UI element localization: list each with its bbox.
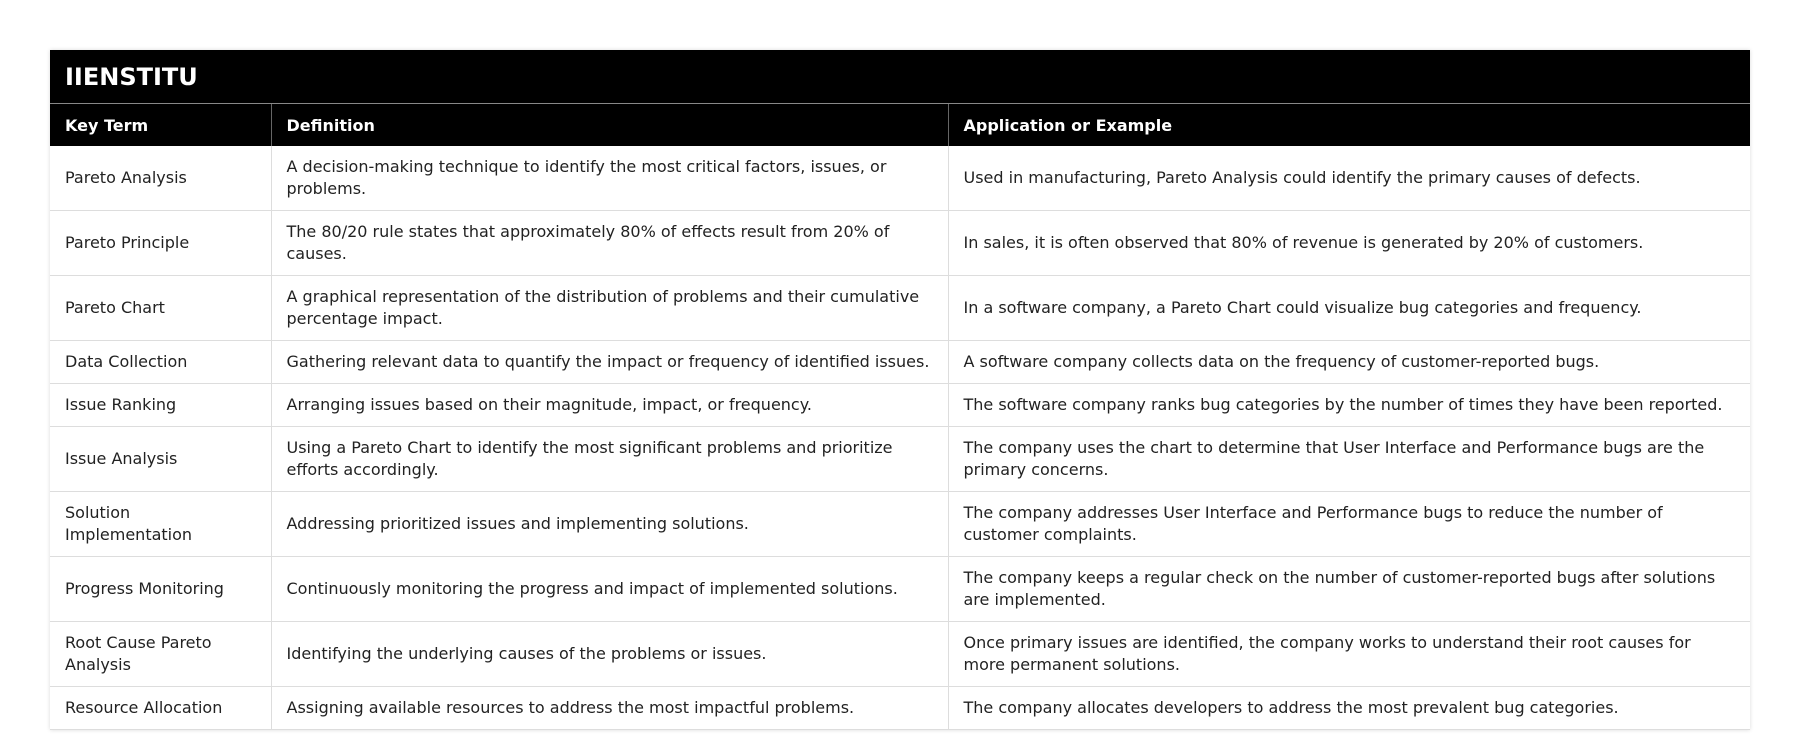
cell-example: Once primary issues are identified, the company works to understand their root causes for more permanent solutions. [948,622,1750,687]
cell-example: The software company ranks bug categories by the number of times they have been reported. [948,384,1750,427]
table-row [50,622,1750,687]
cell-term: Issue Analysis [50,427,271,492]
cell-term: Pareto Chart [50,276,271,341]
cell-definition: Using a Pareto Chart to identify the most significant problems and prioritize efforts accordingly. [271,427,948,492]
cell-definition: Assigning available resources to address the most impactful problems. [271,687,948,730]
table-row [50,687,1750,730]
cell-definition: Continuously monitoring the progress and impact of implemented solutions. [271,557,948,622]
table-row [50,384,1750,427]
cell-example: The company allocates developers to address the most prevalent bug categories. [948,687,1750,730]
cell-example: In a software company, a Pareto Chart could visualize bug categories and frequency. [948,276,1750,341]
cell-definition: A graphical representation of the distribution of problems and their cumulative percentage impact. [271,276,948,341]
glossary-table-container [50,50,1750,730]
table-row [50,211,1750,276]
header-application: Application or Example [948,104,1750,146]
cell-definition: A decision-making technique to identify the most critical factors, issues, or problems. [271,146,948,211]
table-title: IIENSTITU [50,50,1750,104]
cell-example: A software company collects data on the frequency of customer-reported bugs. [948,341,1750,384]
header-key-term: Key Term [50,104,271,146]
cell-term: Issue Ranking [50,384,271,427]
cell-example: The company addresses User Interface and Performance bugs to reduce the number of customer complaints. [948,492,1750,557]
table-row [50,276,1750,341]
cell-definition: Identifying the underlying causes of the problems or issues. [271,622,948,687]
cell-example: The company keeps a regular check on the number of customer-reported bugs after solutions are implemented. [948,557,1750,622]
cell-term: Progress Monitoring [50,557,271,622]
table-row [50,146,1750,211]
cell-definition: The 80/20 rule states that approximately 80% of effects result from 20% of causes. [271,211,948,276]
cell-definition: Addressing prioritized issues and implementing solutions. [271,492,948,557]
cell-term: Resource Allocation [50,687,271,730]
cell-term: Pareto Principle [50,211,271,276]
cell-example: The company uses the chart to determine that User Interface and Performance bugs are the primary concerns. [948,427,1750,492]
header-row [50,104,1750,146]
table-row [50,341,1750,384]
header-definition: Definition [271,104,948,146]
table-row [50,557,1750,622]
cell-definition: Gathering relevant data to quantify the impact or frequency of identified issues. [271,341,948,384]
cell-example: In sales, it is often observed that 80% of revenue is generated by 20% of customers. [948,211,1750,276]
table-row [50,492,1750,557]
table-row [50,427,1750,492]
cell-term: Solution Implementation [50,492,271,557]
cell-term: Pareto Analysis [50,146,271,211]
cell-term: Root Cause Pareto Analysis [50,622,271,687]
glossary-table [50,104,1750,730]
cell-term: Data Collection [50,341,271,384]
cell-definition: Arranging issues based on their magnitude, impact, or frequency. [271,384,948,427]
cell-example: Used in manufacturing, Pareto Analysis could identify the primary causes of defects. [948,146,1750,211]
